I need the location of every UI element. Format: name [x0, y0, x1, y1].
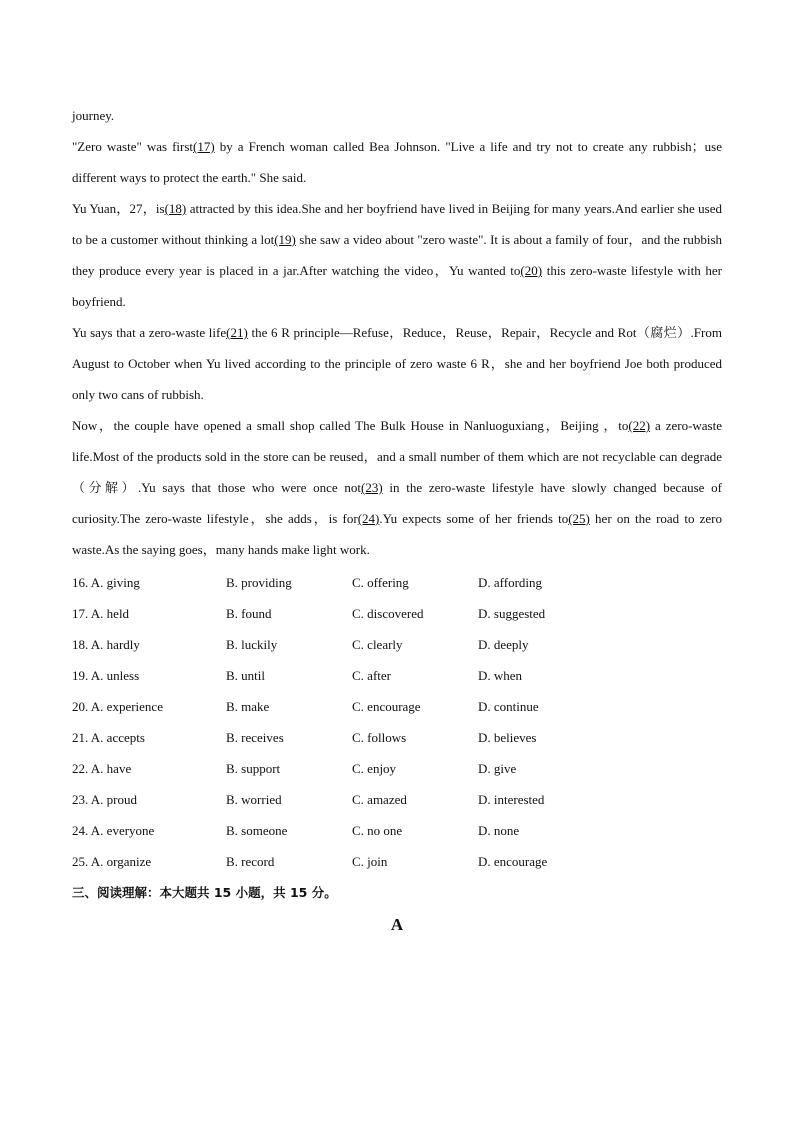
question-row	[72, 846, 722, 877]
question-row	[72, 567, 722, 598]
option-b: B. make	[226, 699, 270, 714]
question-row	[72, 815, 722, 846]
passage-text: Yu says that a zero-waste life	[72, 325, 227, 340]
section-heading: 三、阅读理解：本大题共 15 小题，共 15 分。	[72, 885, 337, 900]
passage-text: .Yu expects some of her friends to	[379, 511, 569, 526]
option-d: D. continue	[478, 699, 539, 714]
option-d: D. interested	[478, 792, 545, 807]
option-a: 17. A. held	[72, 606, 130, 621]
option-b: B. worried	[226, 792, 282, 807]
blank-number: (24)	[357, 511, 380, 526]
option-b: B. until	[226, 668, 266, 683]
option-b: B. support	[226, 761, 281, 776]
blank-number: (25)	[568, 511, 590, 526]
option-a: 22. A. have	[72, 761, 132, 776]
option-b: B. someone	[226, 823, 288, 838]
option-c: C. no one	[352, 823, 403, 838]
passage-text: Now，the couple have opened a small shop called The Bulk House in Nanluoguxiang，Beijing ，to	[72, 418, 629, 433]
option-c: C. amazed	[352, 792, 407, 807]
question-options-list	[72, 567, 722, 877]
passage-text: this zero-waste lifestyle with her boyfriend.	[72, 263, 722, 309]
question-row	[72, 660, 722, 691]
blank-number: (23)	[360, 480, 383, 495]
option-b: B. luckily	[226, 637, 278, 652]
blank-number: (22)	[628, 418, 651, 433]
passage-paragraph-4	[72, 410, 722, 565]
blank-number: (20)	[520, 263, 543, 278]
passage-text: Yu Yuan，27，is	[72, 201, 165, 216]
option-a: 21. A. accepts	[72, 730, 145, 745]
option-a: 19. A. unless	[72, 668, 140, 683]
option-b: B. receives	[226, 730, 284, 745]
option-c: C. discovered	[352, 606, 424, 621]
blank-number: (18)	[164, 201, 187, 216]
passage-text: she saw a video about "zero waste". It is about a family of four，and the rubbish they produce every year is placed in a jar.After watching the video，Yu wanted to	[72, 232, 722, 278]
option-d: D. give	[478, 761, 517, 776]
question-row	[72, 598, 722, 629]
passage-paragraph-3	[72, 317, 722, 410]
option-a: 20. A. experience	[72, 699, 163, 714]
option-d: D. believes	[478, 730, 537, 745]
passage-text: in the zero-waste lifestyle have slowly changed because of curiosity.The zero-waste lifestyle，she adds，is for	[72, 480, 722, 526]
option-a: 18. A. hardly	[72, 637, 140, 652]
option-b: B. providing	[226, 575, 292, 590]
passage-text: a zero-waste life.Most of the products sold in the store can be reused，and a small number of them which are not recyclable can degrade（分解）.Yu says that those who were once not	[72, 418, 722, 495]
option-c: C. offering	[352, 575, 409, 590]
passage-paragraph-1	[72, 131, 722, 193]
option-c: C. after	[352, 668, 391, 683]
question-row	[72, 722, 722, 753]
passage-text: "Zero waste" was first	[72, 139, 194, 154]
option-b: B. record	[226, 854, 275, 869]
blank-number: (17)	[193, 139, 215, 154]
blank-number: (21)	[226, 325, 248, 340]
option-d: D. affording	[478, 575, 543, 590]
option-c: C. enjoy	[352, 761, 397, 776]
question-row	[72, 784, 722, 815]
option-d: D. suggested	[478, 606, 546, 621]
option-c: C. follows	[352, 730, 407, 745]
passage-text: her on the road to zero waste.As the saying goes，many hands make light work.	[72, 511, 723, 557]
part-letter: A	[390, 915, 404, 934]
option-a: 25. A. organize	[72, 854, 152, 869]
passage-text: by a French woman called Bea Johnson. "Live a life and try not to create any rubbish；use different ways to protect the earth." She said.	[72, 139, 722, 185]
passage-line-journey: journey.	[72, 108, 115, 123]
option-b: B. found	[226, 606, 272, 621]
option-c: C. clearly	[352, 637, 403, 652]
question-row	[72, 753, 722, 784]
passage-text: the 6 R principle—Refuse，Reduce，Reuse，Repair，Recycle and Rot（腐烂）.From August to October when Yu lived according to the principle of zero waste 6 R，she and her boyfriend Joe both produced only two cans of rubbish.	[72, 325, 722, 402]
option-c: C. encourage	[352, 699, 421, 714]
passage-paragraph-2	[72, 193, 722, 317]
document-page	[72, 100, 722, 908]
option-d: D. none	[478, 823, 520, 838]
option-c: C. join	[352, 854, 388, 869]
question-row	[72, 691, 722, 722]
blank-number: (19)	[274, 232, 296, 247]
passage-text: attracted by this idea.She and her boyfriend have lived in Beijing for many years.And earlier she used to be a customer without thinking a lot	[72, 201, 723, 247]
option-a: 23. A. proud	[72, 792, 137, 807]
option-d: D. when	[478, 668, 523, 683]
option-a: 24. A. everyone	[72, 823, 155, 838]
question-row	[72, 629, 722, 660]
option-d: D. encourage	[478, 854, 548, 869]
option-a: 16. A. giving	[72, 575, 140, 590]
option-d: D. deeply	[478, 637, 529, 652]
